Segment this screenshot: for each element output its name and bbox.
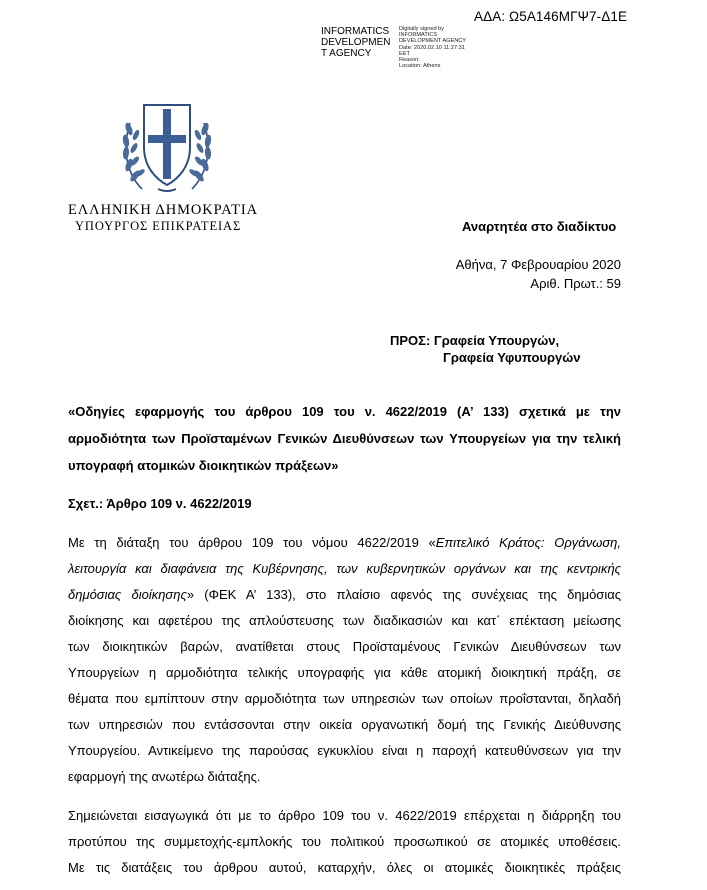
signature-detail-line: EET [399,50,410,57]
paragraph-line [68,535,621,550]
signature-details [399,26,466,69]
ada-code: ΑΔΑ: Ω5Α146ΜΓΨ7-Δ1Ε [474,9,628,24]
republic-heading: ΕΛΛΗΝΙΚΗ ΔΗΜΟΚΡΑΤΙΑ [68,202,258,218]
signature-detail-line: Date: 2020.02.10 11:27:31 [399,44,465,51]
greek-state-emblem-icon [120,93,214,197]
reference-line: Σχετ.: Άρθρο 109 ν. 4622/2019 [68,496,252,511]
subject-line: αρμοδιότητα των Προϊσταμένων Γενικών Διευθύνσεων των Υπουργείων για την τελική [68,431,621,446]
paragraph-text: Με τη διάταξη του άρθρου 109 του νόμου 4622/2019 « [68,535,436,550]
signature-org-line: T AGENCY [321,48,372,59]
signature-organization [321,26,401,59]
subject-line: υπογραφή ατομικών διοικητικών πράξεων» [68,458,339,473]
law-title-italic: λειτουργία και διαφάνεια της Κυβέρνησης, των κυβερνητικών οργάνων και της κεντρικής [68,561,621,576]
subject-line: «Οδηγίες εφαρμογής του άρθρου 109 του ν. 4622/2019 (Α’ 133) σχετικά με την [68,404,621,419]
recipient-line: ΠΡΟΣ: Γραφεία Υπουργών, [390,333,560,348]
signature-org-line: DEVELOPMEN [321,37,391,48]
paragraph-line: Με τις διατάξεις του άρθρου αυτού, καταρχήν, όλες οι ατομικές διοικητικές πράξεις [68,860,621,875]
paragraph-line [68,561,621,576]
paragraph-line: Υπουργείων η αρμοδιότητα τελικής υπογραφής για κάθε ατομική διοικητική πράξη, σε [68,665,621,680]
protocol-number: Αριθ. Πρωτ.: 59 [530,276,621,291]
posting-note: Αναρτητέα στο διαδίκτυο [462,219,617,234]
law-title-italic: Επιτελικό Κράτος: Οργάνωση, [435,535,622,550]
signature-detail-line: Digitally signed by [399,26,445,32]
paragraph-line: Σημειώνεται εισαγωγικά ότι με το άρθρο 109 του ν. 4622/2019 επέρχεται η διάρρηξη του [68,808,621,823]
document-date: Αθήνα, 7 Φεβρουαρίου 2020 [455,257,621,272]
recipient-line: Γραφεία Υφυπουργών [443,350,581,365]
signature-detail-line: INFORMATICS [399,32,438,39]
signature-org-line: INFORMATICS [321,26,390,37]
law-title-italic: δημόσιας διοίκησης [68,587,187,602]
paragraph-line: διοίκησης και αφετέρου της απλούστευσης των διαδικασιών και κατ΄ επέκταση μείωσης [68,613,621,628]
paragraph-line: εφαρμογή της ανωτέρω διάταξης. [68,769,261,784]
paragraph-line [68,587,621,602]
paragraph-line: Υπουργείου. Αντικείμενο της παρούσας εγκυκλίου είναι η παροχή κατευθύνσεων για την [68,743,621,758]
ministry-heading: ΥΠΟΥΡΓΟΣ ΕΠΙΚΡΑΤΕΙΑΣ [75,219,242,233]
signature-detail-line: Location: Athens [399,63,441,70]
paragraph-line: θέματα που εμπίπτουν στην αρμοδιότητα των υπηρεσιών των οποίων προΐστανται, δηλαδή [68,691,621,706]
paragraph-line: των υπηρεσιών που εντάσσονται στην οικεία οργανωτική δομή της Γενικής Διεύθυνσης [68,717,621,732]
paragraph-line: των διοικητικών βαρών, ανατίθεται στους Προϊσταμένους Γενικών Διευθύνσεων των [68,639,621,654]
paragraph-text: » (ΦΕΚ Α’ 133), στο πλαίσιο αφενός της συνέχειας της δημόσιας [186,587,621,602]
signature-detail-line: Reason: [399,57,420,64]
signature-detail-line: DEVELOPMENT AGENCY [399,38,467,45]
paragraph-line: προτύπου της συμμετοχής-εμπλοκής του πολιτικού προσωπικού σε ατομικές υποθέσεις. [68,834,621,849]
